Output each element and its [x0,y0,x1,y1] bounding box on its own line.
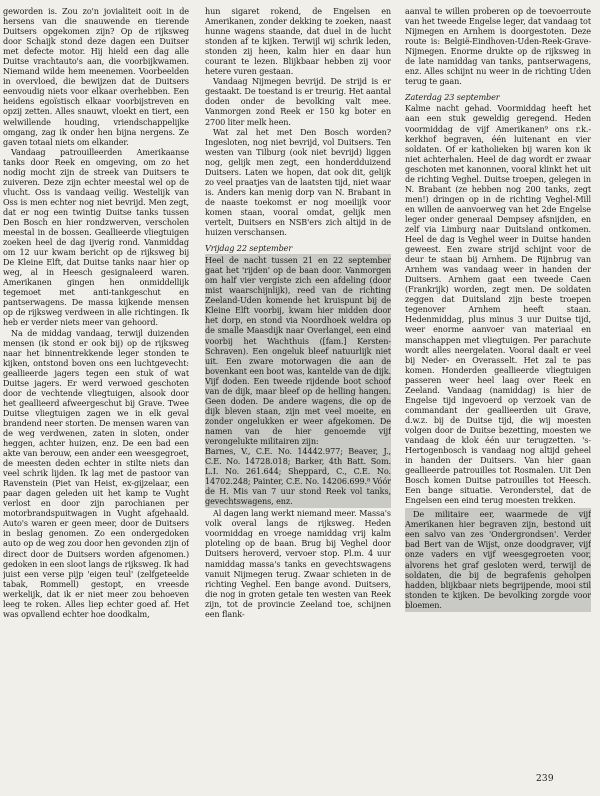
paragraph: Wat zal het met Den Bosch worden? Ingesloten, nog niet bevrijd, vol Duitsers. Ten westen van Tilburg (ook niet bevrijd) liggen nog, gelijk men zegt, een honderdduizend Duitsers. Laten we hopen, dat ook dit, gelijk zo veel praatjes van de laatsten tijd, niet waar is. Anders kan menig dorp van N. Brabant in de naaste toekomst er nog moeilijk voor komen staan, vooral omdat, gelijk men vertelt, Duitsers en NSB'ers zich altijd in de huizen verschansen. [205,126,391,238]
text-column-left [3,6,189,766]
paragraph: De militaire eer, waarmede de vijf Amerikanen hier begraven zijn, bestond uit een salvo van zes 'Ondergrondsen'. Verder bad Bert van de Wijst, onze doodgraver, vijf onze vaders en vijf weesgegroeten voor, alvorens het graf gesloten werd, terwijl de soldaten, die bij de begrafenis geholpen hadden, blijkbaar niets begrijpende, mooi stil stonden te kijken. De bevolking zorgde voor bloemen. [405,509,591,610]
paragraph: hun sigaret rokend, de Engelsen en Amerikanen, zonder dekking te zoeken, naast hunne wagens staande, dat duel in de lucht stonden af te kijken. Terwijl wij schrik leden, stonden zij heen, kalm hier en daar hun courant te lezen. Blijkbaar hebben zij voor hetere vuren gestaan. [205,6,391,77]
text-column-right [405,6,591,766]
paragraph: Heel de nacht tussen 21 en 22 september gaat het 'rijden' op de baan door. Vanmorgen om half vier vergiste zich een afdeling (door mist waarschijnlijk), reed van de richting Zeeland-Uden komende het kruispunt bij de Kleine Elft voorbij, kwam hier midden door het dorp, en stond via Noordhoek weldra op de smalle Maasdijk naar Overlangel, een eind voorbij het Wachthuis ([fam.] Kersten-Schraven). Een ongeluk bleef natuurlijk niet uit. Een zware motorwagen die aan de bovenkant een boot was, kantelde van de dijk. Vijf doden. Een tweede rijdende boot schoof van de dijk, maar bleef op de helling hangen. Geen doden. De andere wagens, die op de dijk bleven staan, zijn met veel moeite, en zonder ongelukken er weer afgekomen. De namen van de hier genoemde vijf verongelukte militairen zijn: [205,255,391,446]
page-number: 239 [536,774,554,784]
paragraph: Vandaag Nijmegen bevrijd. De strijd is er gestaakt. De toestand is er treurig. Het aantal doden onder de bevolking valt mee. Vanmorgen zond Reek er 150 kg boter en 2700 liter melk heen. [205,76,391,127]
paragraph: Al dagen lang werkt niemand meer. Massa's volk overal langs de rijksweg. Heden voormiddag en vroege namiddag vrij kalm ploteling op de baan. Brug bij Veghel door Duitsers heroverd, vervoer stop. Pl.m. 4 uur namiddag massa's tanks en gevechtswagens vanuit Nijmegen terug. Zwaar schieten in de richting Veghel. Een bange avond. Duitsers, die nog in groten getale ten westen van Reek zijn, tot de provincie Zeeland toe, schijnen een flank- [205,508,391,619]
soldier-names: Barnes, V., C.E. No. 14442.977; Beaver, J., C.E. No. 14728.018; Barker, 4th Batt. Som. L.I. No. 261.644; Sheppard, C., C.E. No. 14702.248; Painter, C.E. No. 14206.699.⁸ Vóór de H. Mis van 7 uur stond Reek vol tanks, gevechtswagens, enz. [205,446,391,507]
paragraph: Na de middag vandaag, terwijl duizenden mensen (ik stond er ook bij) op de rijksweg naar het binnentrekkende leger stonden te kijken, ontstond boven ons een luchtgevecht: geallieerde jagers tegen een stuk of wat Duitse jagers. Er werd verwoed geschoten door de vechtende vliegtuigen, alsook door het geallieerd afweergeschut bij Grave. Twee Duitse vliegtuigen zagen we in elk geval brandend neer storten. De mensen waren van de weg verdwenen, zaten in sloten, onder heggen, achter huizen, enz. De een bad een akte van berouw, een ander een weesgegroet, de meesten deden echter in stilte niets dan veel schrik lijden. Ik lag met de pastoor van Ravenstein (Piet van Heist, ex-gijzelaar, een paar dagen geleden uit het kamp te Vught verlost en door zijn parochianen per motorbrandspuitwagen in Vught afgehaald. Auto's waren er geen meer, door de Duitsers in beslag genomen. Zo een ondergedoken auto op de weg zou door hen gevonden zijn of direct door de Duitsers worden afgenomen.) gedoken in een sloot langs de rijksweg. Ik had juist een verse pijp 'eigen teul' (zelfgeteelde tabak, Rommell) gestopt, en vreesde werkelijk, dat ik er niet meer zou behoeven leeg te roken. Alles liep echter goed af. Het was opvallend echter hoe doodkalm, [3,327,189,619]
paragraph: geworden is. Zou zo'n jovialiteit ooit in de hersens van die snauwende en tierende Duitsers opgekomen zijn? Op de rijksweg door Schaijk stond deze dagen een Duitser met defecte motor. Hij hield een dag alle Duitse vrachtauto's aan, die voorbijkwamen. Niemand wilde hem meenemen. Voorbeelden in overvloed, die bewijzen dat de Duitsers eenvoudig niets voor elkaar overhebben. Een heidens egoïstisch elkaar voorbijstreven en opzij zetten. Alles snauwt, vloekt en tiert, een welwillende houding, vriendschappelijke omgang, zag ik onder hen bijna nergens. Ze gaven totaal niets om elkander. [3,6,189,147]
highlighted-passage [205,254,391,508]
text-column-middle [205,6,391,766]
paragraph: Vandaag patrouilleerden Amerikaanse tanks door Reek en omgeving, om zo het nodig mocht zijn de streek van Duitsers te zuiveren. Deze zijn echter meestal wel op de vlucht. Oss is vandaag veilig. Westelijk van Oss is men echter nog niet bevrijd. Men zegt, dat er nog een twintig Duitse tanks tussen Den Bosch en hier rondzwerven, verscholen meestal in de bossen. Geallieerde vliegtuigen zoeken heel de dag ijverig rond. Vanmiddag om 12 uur kwam bericht op de rijksweg bij De Kleine Elft, dat Duitse tanks naar hier op weg, al in Heesch gesignaleerd waren. Amerikanen gingen hen onmiddellijk tegemoet met anti-tankgeschut en pantserwagens. De massa kijkende mensen op de rijksweg verdween in alle richtingen. Ik heb er verder niets meer van gehoord. [3,146,189,328]
paragraph: Kalme nacht gehad. Voormiddag heeft het aan een stuk geweldig geregend. Heden voormiddag de vijf Amerikanen⁹ ons r.k.-kerkhof begraven, één luitenant en vier soldaten. Of er katholieken bij waren kon ik niet achterhalen. Heel de dag wordt er zwaar geschoten met kanonnen, vooral klinkt het uit de richting Veghel. Duitse troepen, gelegen in N. Brabant (ze hebben nog 200 tanks, zegt men!) dringen op in de richting Veghel-Mill en willen de aanvoerweg van het 2de Engelse leger onder generaal Dempsey afsnijden, en zelf via Limburg naar Duitsland ontkomen. Heel de dag is Veghel weer in Duitse handen geweest. Een zware strijd schijnt voor de deur te staan bij Arnhem. De Rijnbrug van Arnhem was vandaag weer in handen der Duitsers. Arnhem gaat een tweede Caen (Frankrijk) worden, zegt men. De soldaten zeggen dat Duitsland zijn beste troepen tegenover Arnhem heeft staan. Hedenmiddag, plus minus 3 uur Duitse tijd, weer enorme aanvoer van materiaal en manschappen met vliegtuigen. Per parachute wordt alles neergelaten. Vooral daalt er veel bij Neder- en Overasselt. Het zal te pas komen. Honderden geallieerde vliegtuigen passeren weer heel laag over Reek en Zeeland. Vandaag (namiddag) is hier de Engelse tijd ingevoerd op verzoek van de commandant der geallieerden uit Grave, d.w.z. bij de Duitse tijd, die wij moesten volgen door de Duitse bezetting, moesten we vandaag de klok één uur terugzetten. 's-Hertogenbosch is vandaag nog altijd geheel in handen der Duitsers. Van hier gaan geallieerde patrouilles tot Rosmalen. Uit Den Bosch komen Duitse patrouilles tot Heesch. Een bange situatie. Veronderstel, dat de Engelsen een eind terug moesten trekken. [405,103,591,506]
diary-date-heading: Vrijdag 22 september [205,243,293,254]
diary-date-heading: Zaterdag 23 september [405,92,500,103]
paragraph: aanval te willen proberen op de toevoerroute van het tweede Engelse leger, dat vandaag tot Nijmegen en Arnhem is doorgestoten. Deze route is: België-Eindhoven-Uden-Reek-Grave-Nijmegen. Enorme drukte op de rijksweg in de late namiddag van tanks, pantserwagens, enz. Alles schijnt nu weer in de richting Uden terug te gaan. [405,6,591,87]
highlighted-passage [405,508,591,611]
